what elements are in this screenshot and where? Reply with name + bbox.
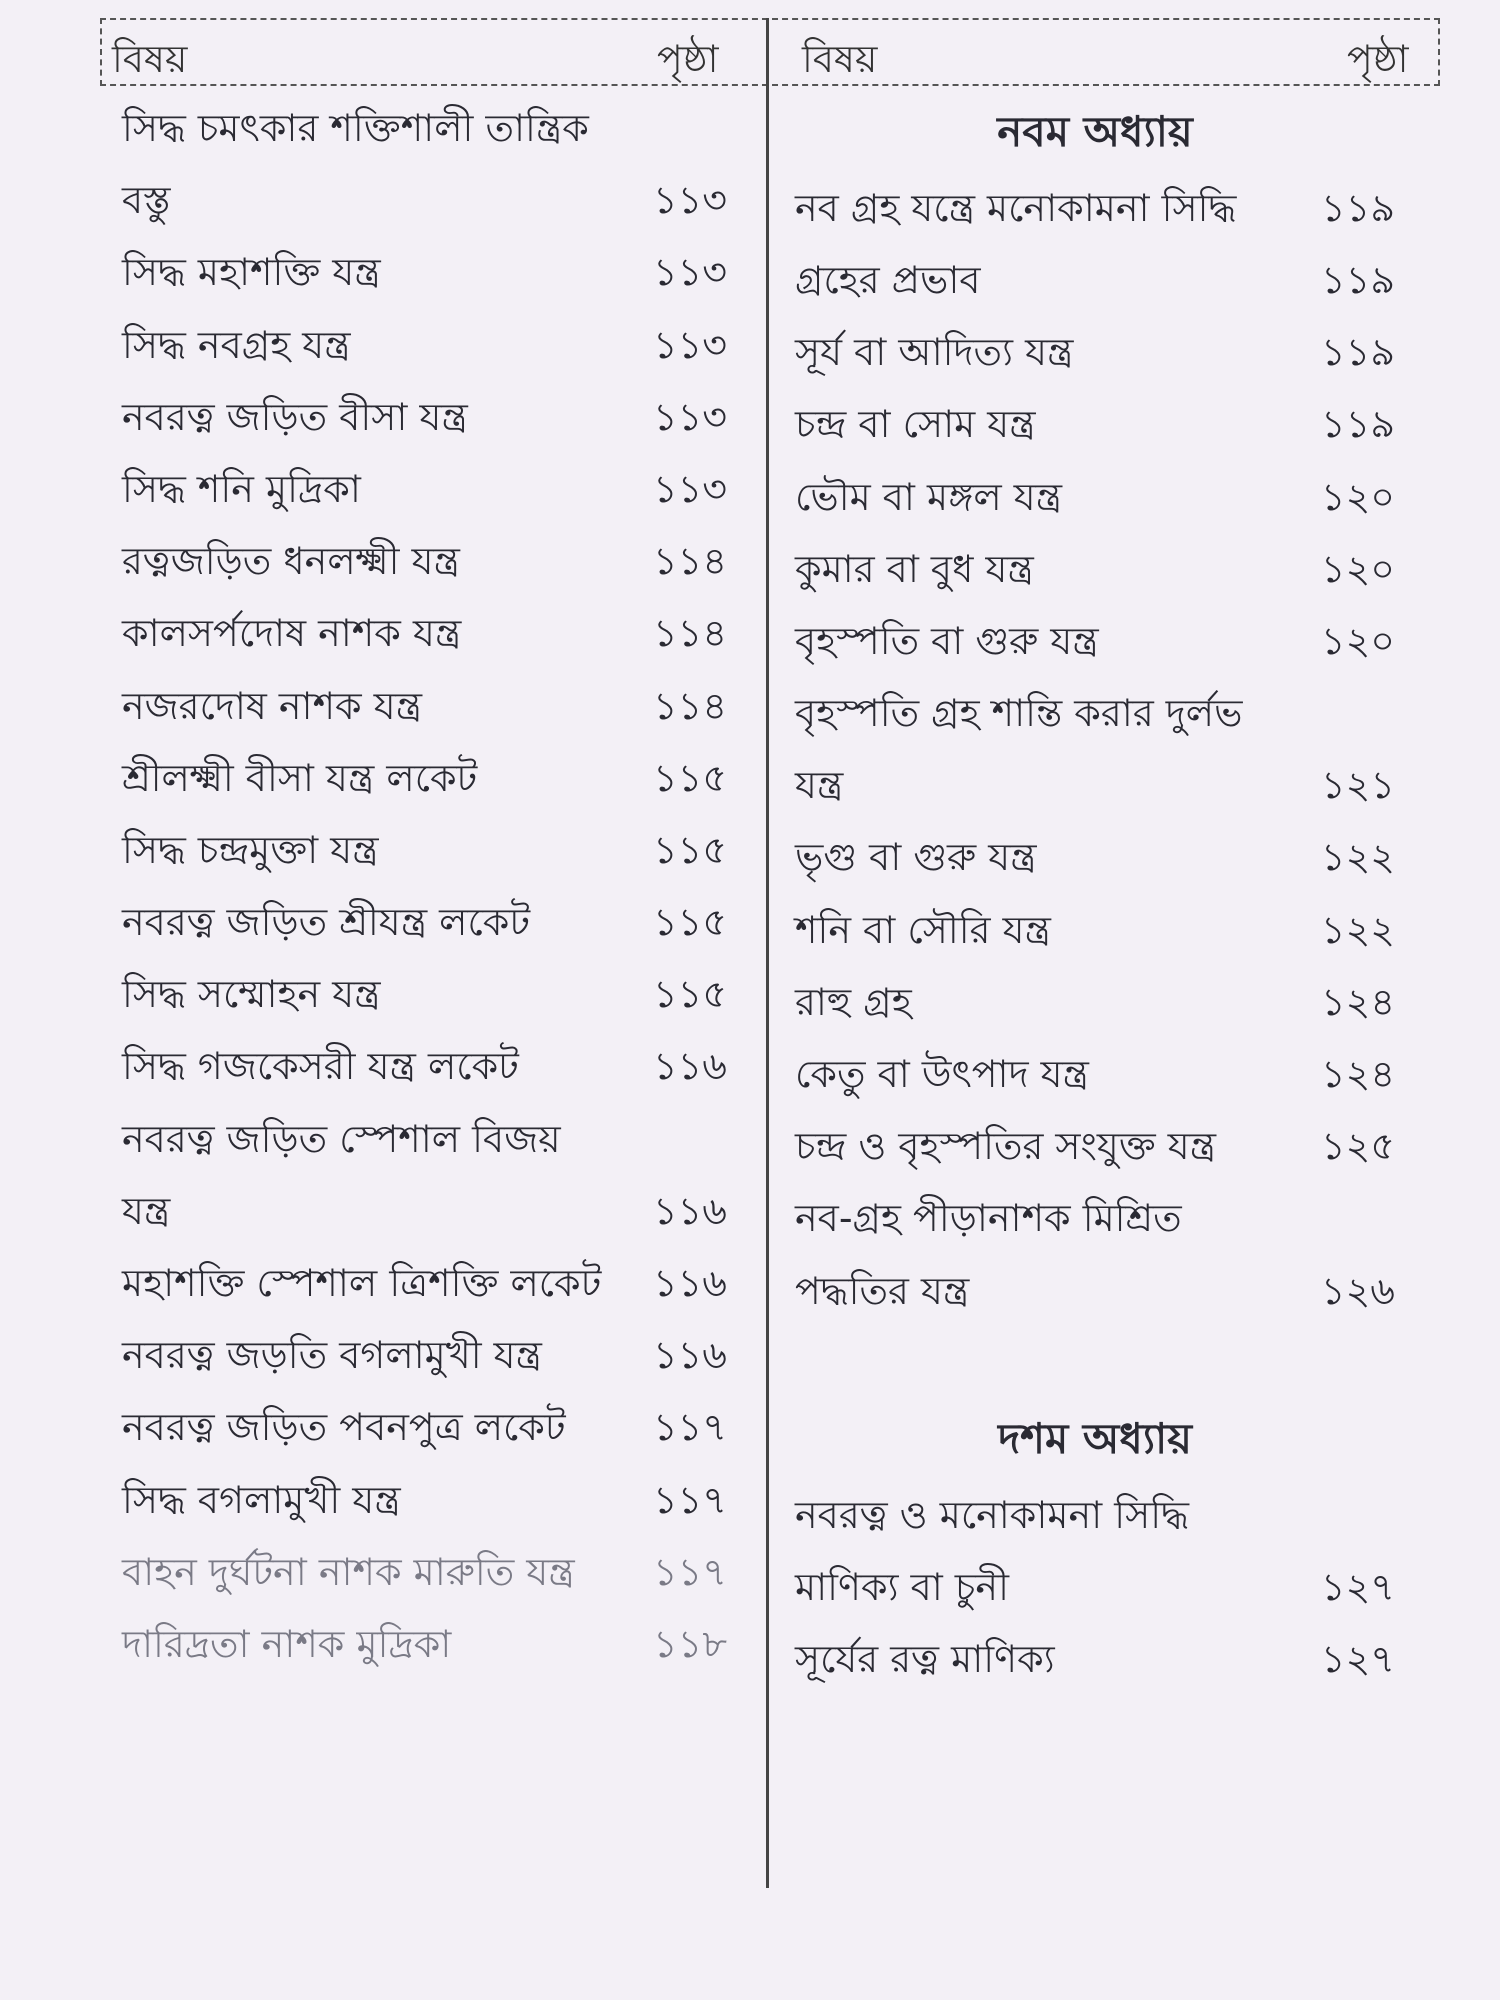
chapter-9-heading: নবম অধ্যায় [997,107,1193,156]
entry-page: ১১৬ [652,1261,727,1305]
entry-page: ১১৫ [653,827,727,872]
toc-entry[interactable] [122,525,727,597]
entry-page: ১১৬ [652,1333,727,1378]
entry-page: ১১৯ [1321,257,1395,302]
toc-entry[interactable] [122,742,727,814]
entry-title: রাহু গ্রহ [795,979,912,1024]
toc-entry[interactable] [122,958,727,1030]
entry-title: কালসর্পদোষ নাশক যন্ত্র [122,611,462,656]
toc-entry[interactable] [122,309,727,381]
entry-page: ১১৩ [652,466,727,511]
entry-title: ভৌম বা মঙ্গল যন্ত্র [795,474,1063,519]
toc-entry[interactable] [795,894,1395,966]
toc-entry[interactable] [795,533,1395,605]
toc-entry[interactable] [795,244,1395,316]
entry-title: বৃহস্পতি বা গুরু যন্ত্র [795,618,1099,663]
entry-page: ১১৭ [652,1405,727,1450]
entry-title: সিদ্ধ বগলামুখী যন্ত্র [122,1477,401,1522]
toc-entry[interactable] [795,821,1395,893]
entry-title: রত্নজড়িত ধনলক্ষ্মী যন্ত্র [122,539,460,584]
entry-page: ১২২ [1320,907,1395,952]
entry-title: নব গ্রহ যন্ত্রে মনোকামনা সিদ্ধি [795,185,1237,230]
entry-title: নবরত্ন জড়িত বীসা যন্ত্র [122,394,468,439]
entry-title: বাহন দুর্ঘটনা নাশক মারুতি যন্ত্র [122,1549,575,1594]
entry-title: শনি বা সৌরি যন্ত্র [795,907,1051,952]
entry-title: নবরত্ন জড়িত পবনপুত্র লকেট [122,1405,566,1450]
entry-title: নব-গ্রহ পীড়ানাশক মিশ্রিত পদ্ধতির যন্ত্র [795,1196,1182,1313]
entry-page: ১২০ [1320,618,1395,663]
entry-page: ১১৩ [652,322,727,367]
entry-title: সিদ্ধ নবগ্রহ যন্ত্র [122,322,351,367]
entry-title: নবরত্ন জড়িত শ্রীযন্ত্র লকেট [122,900,531,945]
entry-title: সূর্যের রত্ন মাণিক্য [795,1636,1055,1681]
toc-entry[interactable] [795,316,1395,388]
toc-entry[interactable] [795,1623,1395,1695]
entry-page: ১১৯ [1321,185,1395,230]
toc-header [100,18,1440,86]
toc-entry[interactable] [795,1038,1395,1110]
entry-title: ভৃগু বা গুরু যন্ত্র [795,835,1037,880]
entry-title: গ্রহের প্রভাব [795,257,981,302]
entry-title: মাণিক্য বা চুনী [795,1564,1009,1609]
chapter-10-heading: দশম অধ্যায় [998,1413,1192,1463]
entry-page: ১২৫ [1320,1124,1395,1169]
entry-page: ১২১ [1320,763,1395,808]
toc-entry[interactable] [122,1030,727,1102]
toc-entry[interactable] [122,597,727,669]
toc-entry[interactable] [122,1103,727,1247]
entry-page: ১১৫ [653,900,727,945]
toc-entry[interactable] [795,1551,1395,1623]
toc-entry[interactable] [122,1319,727,1391]
entry-title: নজরদোষ নাশক যন্ত্র [122,683,422,728]
toc-entry[interactable] [795,388,1395,460]
toc-entry[interactable] [122,236,727,308]
left-column [122,92,727,1680]
entry-page: ১২৪ [1320,979,1395,1024]
entry-title: সিদ্ধ চন্দ্রমুক্তা যন্ত্র [122,827,379,872]
entry-page: ১২৭ [1320,1636,1395,1681]
entry-page: ১১৪ [653,611,727,656]
entry-page: ১২৬ [1320,1268,1395,1313]
entry-page: ১১৩ [652,250,727,295]
entry-title: সিদ্ধ সম্মোহন যন্ত্র [122,972,381,1017]
toc-entry[interactable] [795,677,1395,821]
toc-entry[interactable] [122,814,727,886]
toc-entry[interactable] [122,1608,727,1680]
entry-page: ১২৪ [1320,1052,1395,1097]
toc-entry[interactable] [795,461,1395,533]
toc-entry[interactable] [795,605,1395,677]
entry-title: সূর্য বা আদিত্য যন্ত্র [795,330,1074,375]
toc-entry[interactable] [122,670,727,742]
entry-title: নবরত্ন জড়িত স্পেশাল বিজয় যন্ত্র [122,1116,561,1233]
right-page-header: পৃষ্ঠা [1347,37,1409,81]
right-column [795,92,1395,1695]
entry-title: চন্দ্র ও বৃহস্পতির সংযুক্ত যন্ত্র [795,1124,1217,1169]
entry-title: সিদ্ধ শনি মুদ্রিকা [122,466,361,511]
toc-entry[interactable] [122,1464,727,1536]
entry-title: নবরত্ন জড়তি বগলামুখী যন্ত্র [122,1333,542,1378]
toc-entry[interactable] [122,381,727,453]
right-subject-header: বিষয় [802,37,878,81]
entry-title: সিদ্ধ গজকেসরী যন্ত্র লকেট [122,1044,519,1089]
toc-entry[interactable] [122,92,727,236]
toc-entry[interactable] [122,1391,727,1463]
entry-title: কেতু বা উৎপাদ যন্ত্র [795,1052,1089,1097]
entry-page: ১১৮ [653,1621,727,1666]
entry-page: ১১৫ [653,972,727,1017]
chapter-10-subheading: নবরত্ন ও মনোকামনা সিদ্ধি [795,1492,1190,1537]
entry-page: ১১৩ [652,178,727,223]
toc-entry[interactable] [795,966,1395,1038]
entry-page: ১১৪ [653,683,727,728]
entry-title: কুমার বা বুধ যন্ত্র [795,546,1034,591]
toc-entry[interactable] [122,1536,727,1608]
entry-page: ১১৩ [652,394,727,439]
toc-entry[interactable] [795,172,1395,244]
entry-page: ১১৭ [652,1549,727,1594]
entry-page: ১১৬ [652,1044,727,1089]
entry-page: ১১৪ [653,539,727,584]
column-divider [766,18,769,1888]
entry-title: বৃহস্পতি গ্রহ শান্তি করার দুর্লভ যন্ত্র [795,691,1243,808]
left-page-header: পৃষ্ঠা [657,37,719,81]
entry-page: ১২০ [1320,546,1395,591]
entry-page: ১২৭ [1320,1564,1395,1609]
entry-title: দারিদ্রতা নাশক মুদ্রিকা [122,1621,452,1666]
entry-page: ১২০ [1320,474,1395,519]
entry-page: ১১৯ [1321,402,1395,447]
entry-page: ১২২ [1320,835,1395,880]
left-subject-header: বিষয় [112,37,188,81]
entry-page: ১১৭ [652,1477,727,1522]
entry-title: চন্দ্র বা সোম যন্ত্র [795,402,1036,447]
entry-page: ১১৯ [1321,330,1395,375]
entry-title: সিদ্ধ মহাশক্তি যন্ত্র [122,250,381,295]
toc-entry[interactable] [795,1182,1395,1326]
toc-entry[interactable] [122,886,727,958]
chapter-spacer [795,1327,1395,1399]
toc-entry[interactable] [122,453,727,525]
entry-page: ১১৬ [652,1188,727,1233]
entry-page: ১১৫ [653,755,727,800]
toc-entry[interactable] [122,1247,727,1319]
entry-title: শ্রীলক্ষ্মী বীসা যন্ত্র লকেট [122,755,478,800]
entry-title: মহাশক্তি স্পেশাল ত্রিশক্তি লকেট [122,1261,602,1305]
entry-title: সিদ্ধ চমৎকার শক্তিশালী তান্ত্রিক বস্তু [122,106,589,223]
toc-entry[interactable] [795,1110,1395,1182]
